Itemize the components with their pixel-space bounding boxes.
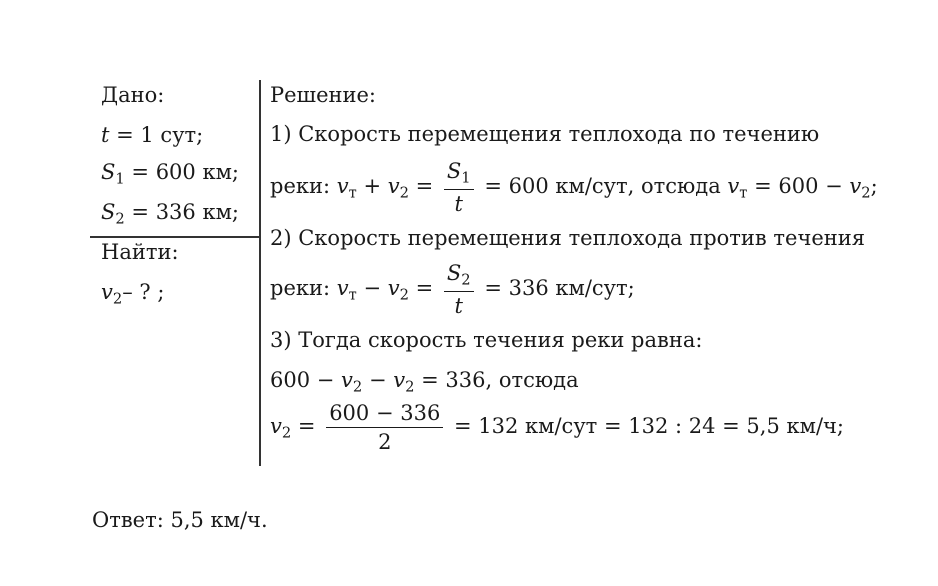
given-t: t = 1 сут; [101,123,204,147]
answer-text: Ответ: 5,5 км/ч. [92,508,268,532]
step3-text: 3) Тогда скорость течения реки равна: [270,328,703,352]
step2-text: 2) Скорость перемещения теплохода против течения [270,226,865,250]
find-v2: $v_2-$ ? ; [101,280,165,308]
vertical-divider [259,80,261,466]
step1-text: 1) Скорость перемещения теплохода по течению [270,122,820,146]
given-title: Дано: [101,83,165,107]
step1-equation: реки: $v_т + v_2$ = $\frac{S_1}{t}$ = 600 км/сут, отсюда $v_т = 600 - v_2$; [270,159,878,216]
fraction-s1-t: $\frac{S_1}{t}$ [444,160,474,215]
solution-title: Решение: [270,83,377,107]
step3-line2: $v_2$ = $\frac{600 - 336}{2}$ = 132 км/сут = 132 : 24 = 5,5 км/ч; [270,401,844,455]
fraction-s2-t: $\frac{S_2}{t}$ [444,262,474,317]
find-title: Найти: [101,240,179,264]
step2-equation: реки: $v_т - v_2$ = $\frac{S_2}{t}$ = 336 км/сут; [270,261,635,318]
step3-line1: $600 - v_2 - v_2 = 336$, отсюда [270,368,579,396]
horizontal-divider [90,236,260,238]
given-s2: $S_2 = 336$ км; [101,200,239,228]
fraction-600-336: $\frac{600 - 336}{2}$ [326,402,443,453]
given-s1: $S_1 = 600$ км; [101,160,239,188]
